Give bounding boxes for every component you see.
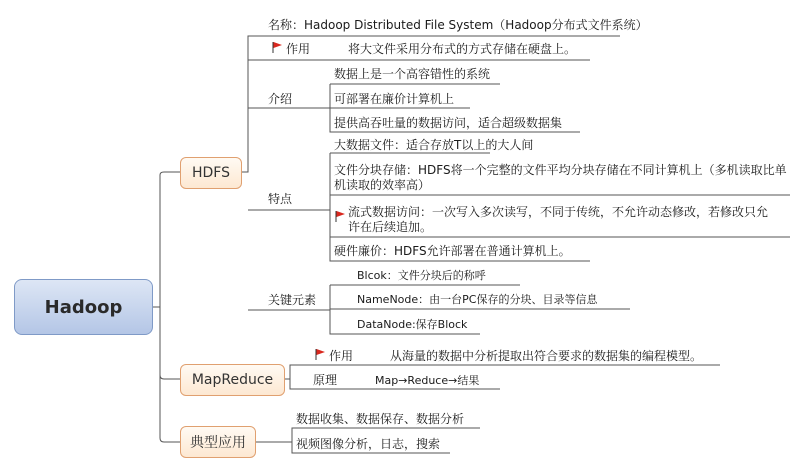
hdfs-key-label[interactable]: 关键元素: [268, 293, 317, 307]
key-item[interactable]: Blcok：文件分块后的称呼: [357, 269, 486, 282]
mapreduce-role-label[interactable]: 作用: [329, 349, 354, 363]
hdfs-features-label[interactable]: 特点: [268, 192, 293, 206]
intro-item[interactable]: 数据上是一个高容错性的系统: [334, 67, 491, 81]
root-node[interactable]: Hadoop: [14, 279, 153, 335]
hdfs-node[interactable]: HDFS: [180, 157, 242, 189]
hdfs-role-text[interactable]: 将大文件采用分布式的方式存储在硬盘上。: [348, 42, 577, 56]
hdfs-name-topic[interactable]: 名称：Hadoop Distributed File System（Hadoop分布式文件系统）: [268, 18, 648, 32]
key-item[interactable]: NameNode：由一台PC保存的分块、目录等信息: [357, 293, 598, 306]
mapreduce-principle-label[interactable]: 原理: [313, 373, 338, 387]
hdfs-intro-label[interactable]: 介绍: [268, 92, 293, 106]
feature-item[interactable]: 流式数据访问：一次写入多次读写，不同于传统，不允许动态修改，若修改只允许在后续追加。: [348, 205, 769, 234]
feature-item[interactable]: 大数据文件：适合存放T以上的大人间: [334, 138, 534, 152]
flag-icon: [314, 348, 326, 360]
mapreduce-node[interactable]: MapReduce: [180, 364, 285, 396]
flag-icon: [271, 41, 283, 53]
typical-app-node[interactable]: 典型应用: [180, 426, 256, 458]
mapreduce-principle-text[interactable]: Map→Reduce→结果: [375, 374, 480, 387]
feature-item[interactable]: 文件分块存储：HDFS将一个完整的文件平均分块存储在不同计算机上（多机读取比单机读取的效率高）: [334, 163, 787, 192]
flag-icon: [334, 210, 346, 222]
mapreduce-role-text[interactable]: 从海量的数据中分析提取出符合要求的数据集的编程模型。: [390, 349, 703, 363]
typical-app-item[interactable]: 数据收集、数据保存、数据分析: [296, 412, 465, 426]
key-item[interactable]: DataNode:保存Block: [357, 318, 468, 331]
intro-item[interactable]: 可部署在廉价计算机上: [334, 92, 455, 106]
intro-item[interactable]: 提供高吞吐量的数据访问，适合超级数据集: [334, 116, 563, 130]
hdfs-role-label[interactable]: 作用: [286, 42, 311, 56]
feature-item[interactable]: 硬件廉价：HDFS允许部署在普通计算机上。: [334, 244, 571, 258]
typical-app-item[interactable]: 视频图像分析，日志，搜索: [296, 437, 441, 451]
